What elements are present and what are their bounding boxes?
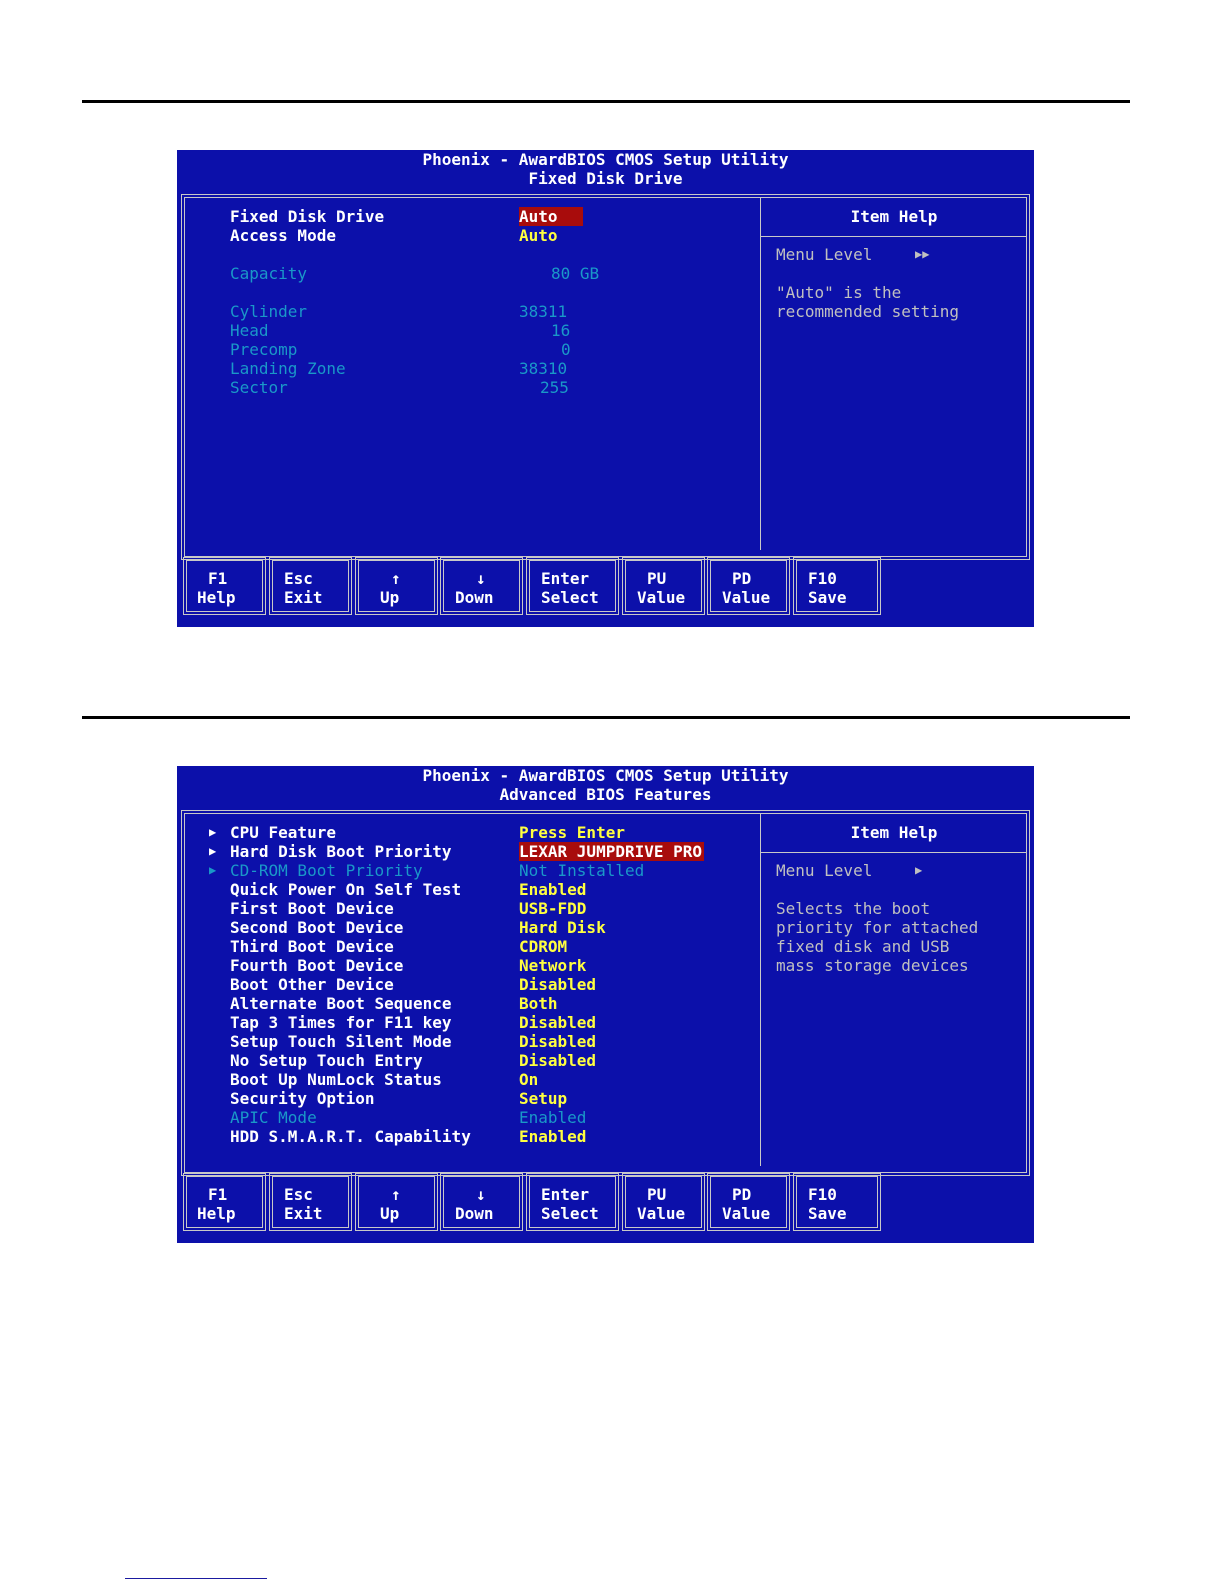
setting-value-selected[interactable]: Auto <box>519 207 583 226</box>
setting-label[interactable]: Security Option <box>230 1089 375 1108</box>
menu-level-label: Menu Level <box>776 245 873 264</box>
info-label: Landing Zone <box>230 359 346 378</box>
arrow-up-icon: ↑ <box>391 569 401 588</box>
help-text: fixed disk and USB <box>776 937 950 956</box>
setting-label[interactable]: Fourth Boot Device <box>230 956 404 975</box>
help-header-line <box>761 236 1027 237</box>
setting-value[interactable]: Auto <box>519 226 558 245</box>
setting-label[interactable]: Setup Touch Silent Mode <box>230 1032 452 1051</box>
submenu-cpu-feature[interactable]: CPU Feature <box>230 823 336 842</box>
setting-value: Not Installed <box>519 861 645 880</box>
submenu-cdrom-boot-priority: CD-ROM Boot Priority <box>230 861 423 880</box>
key-f1-help[interactable]: F1 Help <box>183 557 266 615</box>
bios-title: Phoenix - AwardBIOS CMOS Setup Utility <box>422 150 789 169</box>
help-text: priority for attached <box>776 918 979 937</box>
key-pd-value[interactable]: PD Value <box>707 1173 790 1231</box>
key-pu-value[interactable]: PU Value <box>622 1173 705 1231</box>
help-text: recommended setting <box>776 302 960 321</box>
arrow-up-icon: ↑ <box>391 1185 401 1204</box>
setting-value[interactable]: Disabled <box>519 975 597 994</box>
menu-level-label: Menu Level <box>776 861 873 880</box>
setting-label[interactable]: HDD S.M.A.R.T. Capability <box>230 1127 471 1146</box>
key-up[interactable]: ↑ Up <box>355 1173 438 1231</box>
key-pu-value[interactable]: PU Value <box>622 557 705 615</box>
menu-level-icon: ▶▶ <box>915 247 930 261</box>
setting-label[interactable]: Second Boot Device <box>230 918 404 937</box>
setting-value[interactable]: Press Enter <box>519 823 625 842</box>
info-value: 255 <box>540 378 569 397</box>
key-up[interactable]: ↑ Up <box>355 557 438 615</box>
setting-value[interactable]: Disabled <box>519 1013 597 1032</box>
info-value: 38311 <box>519 302 568 321</box>
key-enter-select[interactable]: Enter Select <box>526 557 619 615</box>
info-value: 80 GB <box>551 264 600 283</box>
setting-value-selected[interactable]: LEXAR JUMPDRIVE PRO <box>519 842 703 861</box>
key-f10-save[interactable]: F10 Save <box>793 557 881 615</box>
item-help-title: Item Help <box>850 823 938 842</box>
item-help-title: Item Help <box>850 207 938 226</box>
submenu-arrow-icon: ▶ <box>209 825 217 839</box>
setting-label[interactable]: Boot Up NumLock Status <box>230 1070 442 1089</box>
info-label: Capacity <box>230 264 308 283</box>
bios-title: Phoenix - AwardBIOS CMOS Setup Utility <box>422 766 789 785</box>
help-divider <box>760 813 761 1166</box>
setting-label[interactable]: Fixed Disk Drive <box>230 207 385 226</box>
info-label: Sector <box>230 378 288 397</box>
info-label: Cylinder <box>230 302 308 321</box>
key-esc-exit[interactable]: Esc Exit <box>269 1173 352 1231</box>
bios-screen-fixed-disk <box>177 150 1034 627</box>
key-down[interactable]: ↓ Down <box>440 557 523 615</box>
submenu-arrow-icon: ▶ <box>209 863 217 877</box>
help-divider <box>760 197 761 550</box>
setting-label[interactable]: Tap 3 Times for F11 key <box>230 1013 452 1032</box>
menu-level-icon: ▶ <box>915 863 923 877</box>
key-pd-value[interactable]: PD Value <box>707 557 790 615</box>
info-value: 38310 <box>519 359 568 378</box>
footnote-rule <box>125 1578 267 1579</box>
submenu-arrow-icon: ▶ <box>209 844 217 858</box>
info-value: 0 <box>561 340 571 359</box>
setting-label-disabled: APIC Mode <box>230 1108 317 1127</box>
key-enter-select[interactable]: Enter Select <box>526 1173 619 1231</box>
setting-value[interactable]: Hard Disk <box>519 918 606 937</box>
setting-label[interactable]: Boot Other Device <box>230 975 394 994</box>
key-down[interactable]: ↓ Down <box>440 1173 523 1231</box>
setting-value[interactable]: Both <box>519 994 558 1013</box>
info-value: 16 <box>551 321 571 340</box>
setting-value[interactable]: Enabled <box>519 880 587 899</box>
setting-value[interactable]: CDROM <box>519 937 568 956</box>
setting-label[interactable]: Third Boot Device <box>230 937 394 956</box>
bios-subtitle: Advanced BIOS Features <box>499 785 712 804</box>
setting-label[interactable]: Quick Power On Self Test <box>230 880 462 899</box>
setting-value[interactable]: Setup <box>519 1089 568 1108</box>
setting-value[interactable]: Enabled <box>519 1127 587 1146</box>
top-rule <box>82 100 1130 103</box>
setting-value[interactable]: USB-FDD <box>519 899 587 918</box>
bios-screen-advanced-features <box>177 766 1034 1243</box>
setting-value[interactable]: On <box>519 1070 539 1089</box>
key-f1-help[interactable]: F1 Help <box>183 1173 266 1231</box>
info-label: Precomp <box>230 340 298 359</box>
help-text: Selects the boot <box>776 899 931 918</box>
submenu-hard-disk-boot-priority[interactable]: Hard Disk Boot Priority <box>230 842 452 861</box>
arrow-down-icon: ↓ <box>476 569 486 588</box>
help-text: "Auto" is the <box>776 283 902 302</box>
info-label: Head <box>230 321 269 340</box>
setting-value[interactable]: Disabled <box>519 1051 597 1070</box>
setting-value[interactable]: Network <box>519 956 587 975</box>
key-esc-exit[interactable]: Esc Exit <box>269 557 352 615</box>
setting-value-disabled: Enabled <box>519 1108 587 1127</box>
help-header-line <box>761 852 1027 853</box>
setting-label[interactable]: Access Mode <box>230 226 336 245</box>
bios-subtitle: Fixed Disk Drive <box>528 169 683 188</box>
setting-label[interactable]: No Setup Touch Entry <box>230 1051 423 1070</box>
middle-rule <box>82 716 1130 719</box>
key-f10-save[interactable]: F10 Save <box>793 1173 881 1231</box>
setting-label[interactable]: First Boot Device <box>230 899 394 918</box>
arrow-down-icon: ↓ <box>476 1185 486 1204</box>
setting-label[interactable]: Alternate Boot Sequence <box>230 994 452 1013</box>
help-text: mass storage devices <box>776 956 969 975</box>
setting-value[interactable]: Disabled <box>519 1032 597 1051</box>
